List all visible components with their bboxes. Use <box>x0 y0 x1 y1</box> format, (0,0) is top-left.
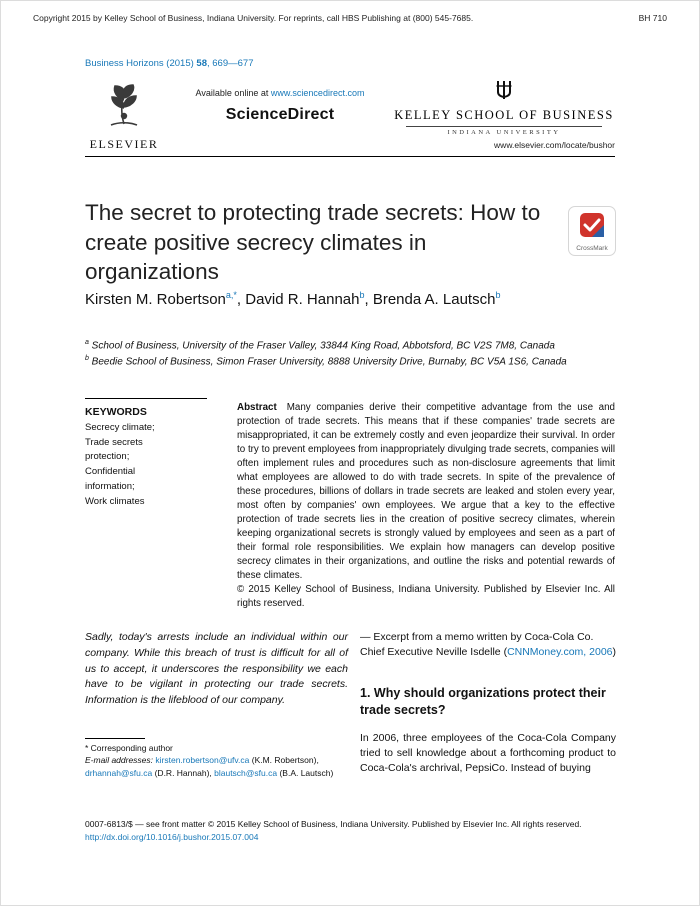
affiliation-text: School of Business, University of the Fraser Valley, 33844 King Road, Abbotsford, BC V2S 7M8, Canada <box>88 340 555 352</box>
kelley-school-wordmark: KELLEY SCHOOL OF BUSINESS <box>394 108 614 122</box>
iu-trident-icon <box>496 87 512 104</box>
kelley-school-logo <box>392 80 616 136</box>
article-title: The secret to protecting trade secrets: How to create positive secrecy climates in organizations <box>85 200 541 285</box>
elsevier-locate-url[interactable]: www.elsevier.com/locate/bushor <box>494 140 615 150</box>
keyword-item: Work climates <box>85 495 145 507</box>
email-link[interactable]: blautsch@sfu.ca <box>214 767 278 778</box>
author-affil-mark[interactable]: b <box>495 290 501 300</box>
author-name: David R. Hannah <box>245 291 360 308</box>
keyword-item: Confidential <box>85 466 136 478</box>
section-1-heading: 1. Why should organizations protect their trade secrets? <box>360 686 606 717</box>
footnote-block <box>85 738 353 780</box>
keyword-item: Trade secrets <box>85 436 143 448</box>
email-link[interactable]: drhannah@sfu.ca <box>85 767 153 778</box>
citation-prefix: Business Horizons (2015) <box>85 58 197 69</box>
email-link[interactable]: kirsten.robertson@ufv.ca <box>155 755 250 765</box>
email-owner: (K.M. Robertson), <box>249 755 319 765</box>
kelley-divider <box>406 126 602 127</box>
journal-citation[interactable] <box>85 58 253 69</box>
sciencedirect-wordmark[interactable]: ScienceDirect <box>225 106 335 123</box>
footnote-rule <box>85 738 145 739</box>
keyword-item: protection; <box>85 451 130 463</box>
opening-quote: Sadly, today's arrests include an individual within our company. While this breach of trust is difficult for all of us to accept, it underscores the responsibility we each have to be vigilant in protecting our trade secrets. Information is the lifeblood of our company. <box>85 631 348 706</box>
email-addresses <box>85 754 353 780</box>
quote-attribution <box>360 630 616 660</box>
top-copyright-line <box>33 13 667 23</box>
elsevier-wordmark: ELSEVIER <box>89 137 159 151</box>
keyword-item: information; <box>85 480 135 492</box>
attribution-text: — Excerpt from a memo written by Coca-Cola Co. Chief Executive Neville Isdelle ( <box>360 631 594 659</box>
corresponding-author-note: * Corresponding author <box>85 743 173 753</box>
author-name: Brenda A. Lautsch <box>372 291 496 308</box>
crossmark-badge[interactable] <box>568 206 616 256</box>
cnnmoney-citation-link[interactable]: CNNMoney.com, 2006 <box>507 646 613 659</box>
author-affil-mark[interactable]: b <box>359 290 365 300</box>
author-affil-mark[interactable]: a,* <box>225 290 237 300</box>
elsevier-logo[interactable] <box>85 80 163 152</box>
author-name: Kirsten M. Robertson <box>85 291 226 308</box>
attribution-text: ) <box>612 646 616 659</box>
front-matter-line: 0007-6813/$ — see front matter © 2015 Kelley School of Business, Indiana University. Published by Elsevier Inc. All rights reserved. <box>85 819 582 829</box>
affiliation-line <box>85 354 615 370</box>
available-online-line <box>170 88 390 98</box>
affiliations <box>85 338 615 370</box>
section-1-paragraph: In 2006, three employees of the Coca-Cola Company tried to sell knowledge about a forthcoming product to Coca-Cola's archrival, PepsiCo. Instead of buying <box>360 731 616 775</box>
author-separator: , <box>364 291 373 308</box>
abstract-label: Abstract <box>237 402 277 413</box>
abstract-text: Many companies derive their competitive advantage from the use and protection of trade secrets. This means that if these companies' trade secrets are misappropriated, it can be extremely costly and even jeopardize their survival. In order to try to prevent employees from inappropriately divulging trade secrets, companies will often implement rules and procedures such as non-disclosure agreements that limit what employees are allowed to do with trade secrets. In spite of the prevalence of these procedures, billions of dollars in trade secrets are leaked and stolen every year, most often by companies' own employees. We argue that a key to the effective protection of trade secrets lies in the creation of positive secrecy climates, wherein keeping organizational secrets is strongly valued by employees and seen as a part of their formal role responsibilities. We explain how managers can develop positive secrecy climates in their organizations, and outline the risks and potential rewards of these climates. <box>237 402 615 581</box>
email-owner: (B.A. Lautsch) <box>277 767 334 778</box>
sciencedirect-url-link[interactable]: www.sciencedirect.com <box>270 88 365 98</box>
abstract-rights: © 2015 Kelley School of Business, Indiana University. Published by Elsevier Inc. All rights reserved. <box>237 584 615 609</box>
doi-link[interactable]: http://dx.doi.org/10.1016/j.bushor.2015.07.004 <box>85 832 259 843</box>
sciencedirect-block <box>170 88 390 124</box>
affiliation-text: Beedie School of Business, Simon Fraser University, 8888 University Drive, Burnaby, BC V5A 1S6, Canada <box>88 356 567 368</box>
header-rule <box>85 156 615 157</box>
indiana-university-label: INDIANA UNIVERSITY <box>447 129 561 136</box>
keywords-heading: KEYWORDS <box>85 406 147 418</box>
elsevier-tree-icon <box>101 117 147 134</box>
doc-code: BH 710 <box>638 13 667 23</box>
keywords-box <box>85 398 207 509</box>
citation-volume: 58 <box>196 58 207 69</box>
affiliation-mark: a <box>85 339 89 346</box>
reprint-copyright-text: Copyright 2015 by Kelley School of Business, Indiana University. For reprints, call HBS Publishing at (800) 545-7685. <box>33 13 474 23</box>
footer-block <box>85 818 615 844</box>
right-column <box>360 630 616 777</box>
citation-pages: , 669—677 <box>207 58 254 69</box>
author-line <box>85 290 500 308</box>
crossmark-icon <box>579 225 605 242</box>
available-online-text: Available online at <box>195 88 271 98</box>
affiliation-line <box>85 338 615 354</box>
keyword-item: Secrecy climate; <box>85 422 155 433</box>
affiliation-mark: b <box>85 354 89 362</box>
email-label: E-mail addresses: <box>85 755 156 765</box>
email-owner: (D.R. Hannah), <box>152 767 215 778</box>
crossmark-label: CrossMark <box>576 245 608 252</box>
author-separator: , <box>236 291 246 308</box>
abstract <box>237 401 615 611</box>
